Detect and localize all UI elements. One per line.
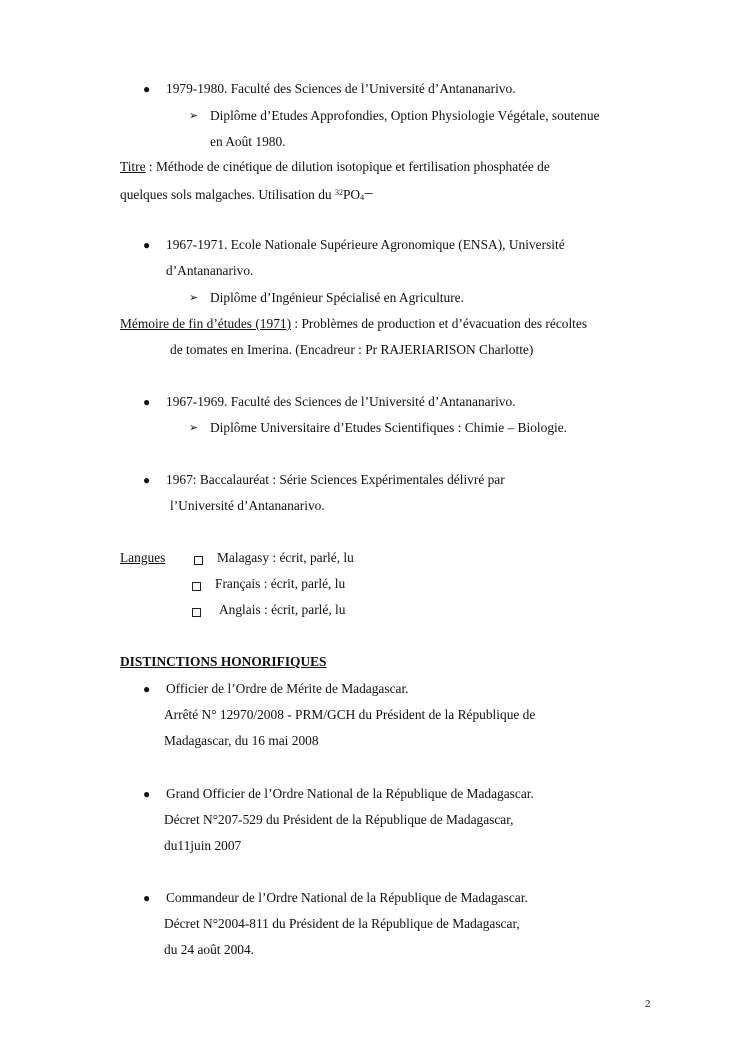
bullet-icon: ● — [143, 82, 151, 96]
distinction-detail: Arrêté N° 12970/2008 - PRM/GCH du Président de la République de — [164, 707, 536, 722]
education-period: 1979-1980. Faculté des Sciences de l’Université d’Antananarivo. — [166, 81, 516, 96]
education-degree-cont: en Août 1980. — [210, 134, 286, 149]
memoire-label: Mémoire de fin d’études (1971) — [120, 316, 292, 331]
education-degree: Diplôme d’Ingénieur Spécialisé en Agriculture. — [210, 290, 464, 305]
distinction-detail: Décret N°2004-811 du Président de la République de Madagascar, — [164, 916, 520, 931]
page-number: 2 — [645, 998, 651, 1010]
checkbox-square-icon — [194, 556, 203, 565]
distinction-title: Commandeur de l’Ordre National de la République de Madagascar. — [166, 890, 528, 905]
language-item: Français : écrit, parlé, lu — [215, 576, 346, 591]
arrow-bullet-icon: ➢ — [189, 292, 199, 304]
arrow-bullet-icon: ➢ — [189, 422, 199, 434]
isotope-mass: 32 — [334, 188, 343, 197]
distinction-detail-2: du 24 août 2004. — [164, 942, 255, 957]
bullet-icon: ● — [143, 395, 151, 409]
baccalaureat-line: 1967: Baccalauréat : Série Sciences Expérimentales délivré par — [166, 472, 505, 487]
distinction-detail-2: du11juin 2007 — [164, 838, 242, 853]
thesis-title-line-2 — [120, 185, 372, 206]
baccalaureat-line-2: l’Université d’Antananarivo. — [170, 498, 325, 513]
bullet-icon: ● — [143, 682, 151, 696]
bullet-icon: ● — [143, 473, 151, 487]
thesis-text-cont: quelques sols malgaches. Utilisation du — [120, 187, 335, 202]
language-item: Anglais : écrit, parlé, lu — [219, 602, 346, 617]
education-degree: Diplôme Universitaire d’Etudes Scientifiques : Chimie – Biologie. — [210, 420, 568, 435]
bullet-icon: ● — [143, 891, 151, 905]
distinction-title: Officier de l’Ordre de Mérite de Madagascar. — [166, 681, 409, 696]
memoire-line — [120, 316, 587, 332]
education-period-cont: d’Antananarivo. — [166, 263, 254, 278]
languages-label: Langues — [120, 550, 166, 565]
thesis-title-line — [120, 159, 550, 175]
thesis-text: : Méthode de cinétique de dilution isotopique et fertilisation phosphatée de — [145, 159, 550, 174]
education-degree: Diplôme d’Etudes Approfondies, Option Physiologie Végétale, soutenue — [210, 108, 600, 123]
education-period: 1967-1969. Faculté des Sciences de l’Université d’Antananarivo. — [166, 394, 516, 409]
formula-charge: --- — [364, 187, 373, 199]
bullet-icon: ● — [143, 787, 151, 801]
checkbox-square-icon — [192, 608, 201, 617]
thesis-label: Titre — [120, 159, 146, 174]
formula-index: 4 — [360, 193, 365, 202]
memoire-text: : Problèmes de production et d’évacuation des récoltes — [291, 316, 588, 331]
education-period: 1967-1971. Ecole Nationale Supérieure Agronomique (ENSA), Université — [166, 237, 565, 252]
checkbox-square-icon — [192, 582, 201, 591]
language-item: Malagasy : écrit, parlé, lu — [217, 550, 354, 565]
distinction-title: Grand Officier de l’Ordre National de la République de Madagascar. — [166, 786, 534, 801]
distinction-detail-2: Madagascar, du 16 mai 2008 — [164, 733, 319, 748]
arrow-bullet-icon: ➢ — [189, 110, 199, 122]
formula-base: PO — [342, 187, 361, 202]
distinction-detail: Décret N°207-529 du Président de la République de Madagascar, — [164, 812, 514, 827]
bullet-icon: ● — [143, 238, 151, 252]
memoire-line-2: de tomates en Imerina. (Encadreur : Pr RAJERIARISON Charlotte) — [170, 342, 534, 357]
distinctions-heading: DISTINCTIONS HONORIFIQUES — [120, 654, 327, 669]
